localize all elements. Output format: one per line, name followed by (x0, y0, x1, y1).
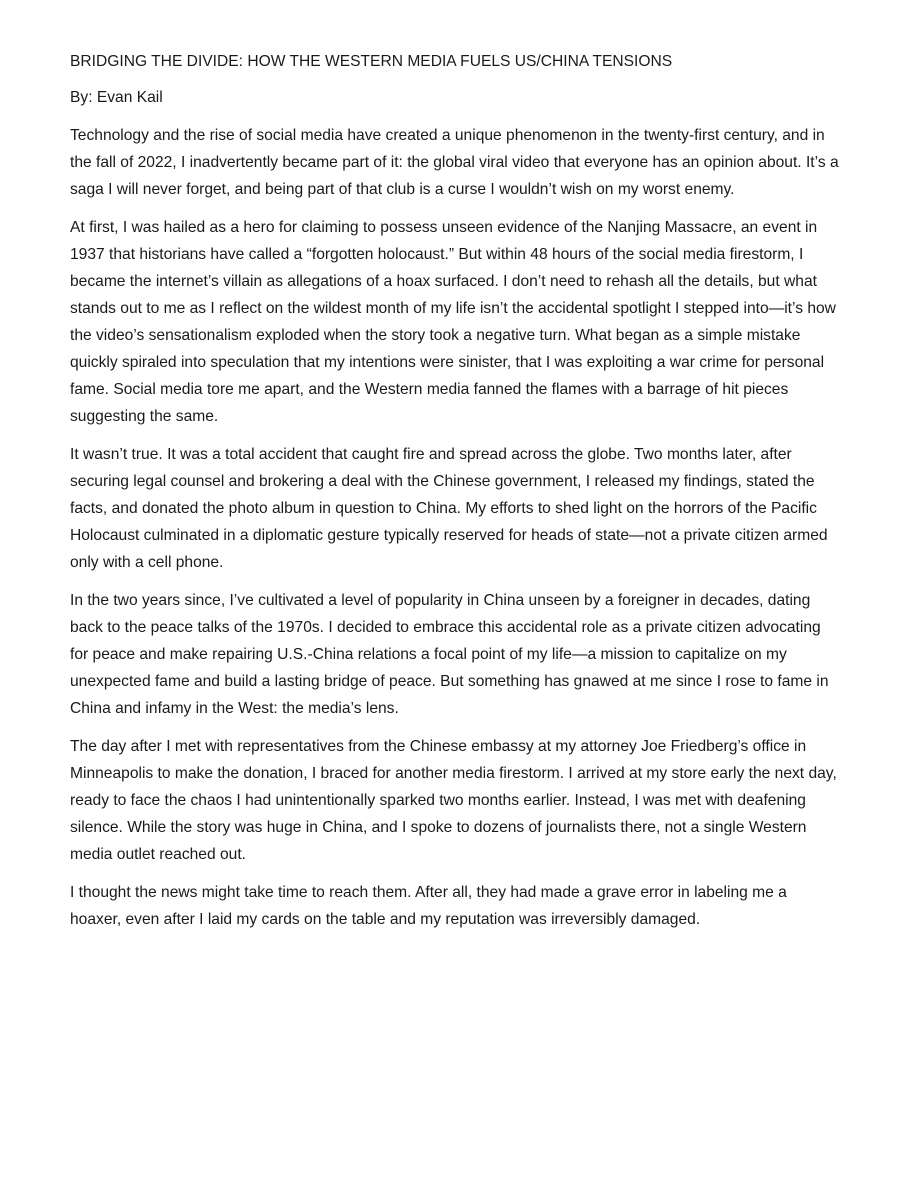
paragraph-6: I thought the news might take time to reach them. After all, they had made a grave error in labeling me a hoaxer, even after I laid my cards on the table and my reputation was irreversibly damaged. (70, 884, 787, 928)
paragraph-2: At first, I was hailed as a hero for claiming to possess unseen evidence of the Nanjing Massacre, an event in 1937 that historians have called a “forgotten holocaust.” But within 48 hours of the social media firestorm, I became the internet’s villain as allegations of a hoax surfaced. I don’t need to rehash all the details, but what stands out to me as I reflect on the wildest month of my life isn’t the accidental spotlight I stepped into—it’s how the video’s sensationalism exploded when the story took a negative turn. What began as a simple mistake quickly spiraled into speculation that my intentions were sinister, that I was exploiting a war crime for personal fame. Social media tore me apart, and the Western media fanned the flames with a barrage of hit pieces suggesting the same. (70, 219, 836, 425)
paragraph-1: Technology and the rise of social media have created a unique phenomenon in the twenty-first century, and in the fall of 2022, I inadvertently became part of it: the global viral video that everyone has an opinion about. It’s a saga I will never forget, and being part of that club is a curse I wouldn’t wish on my worst enemy. (70, 127, 839, 198)
byline: By: Evan Kail (70, 89, 163, 106)
document-title: BRIDGING THE DIVIDE: HOW THE WESTERN MEDIA FUELS US/CHINA TENSIONS (70, 53, 673, 70)
paragraph-3: It wasn’t true. It was a total accident that caught fire and spread across the globe. Two months later, after securing legal counsel and brokering a deal with the Chinese government, I released my findings, stated the facts, and donated the photo album in question to China. My efforts to shed light on the horrors of the Pacific Holocaust culminated in a diplomatic gesture typically reserved for heads of state—not a private citizen armed only with a cell phone. (70, 446, 828, 571)
paragraph-4: In the two years since, I’ve cultivated a level of popularity in China unseen by a foreigner in decades, dating back to the peace talks of the 1970s. I decided to embrace this accidental role as a private citizen advocating for peace and make repairing U.S.-China relations a focal point of my life—a mission to capitalize on my unexpected fame and build a lasting bridge of peace. But something has gnawed at me since I rose to fame in China and infamy in the West: the media’s lens. (70, 592, 829, 717)
document-page (70, 48, 842, 944)
paragraph-5: The day after I met with representatives from the Chinese embassy at my attorney Joe Friedberg’s office in Minneapolis to make the donation, I braced for another media firestorm. I arrived at my store early the next day, ready to face the chaos I had unintentionally sparked two months earlier. Instead, I was met with deafening silence. While the story was huge in China, and I spoke to dozens of journalists there, not a single Western media outlet reached out. (70, 738, 837, 863)
